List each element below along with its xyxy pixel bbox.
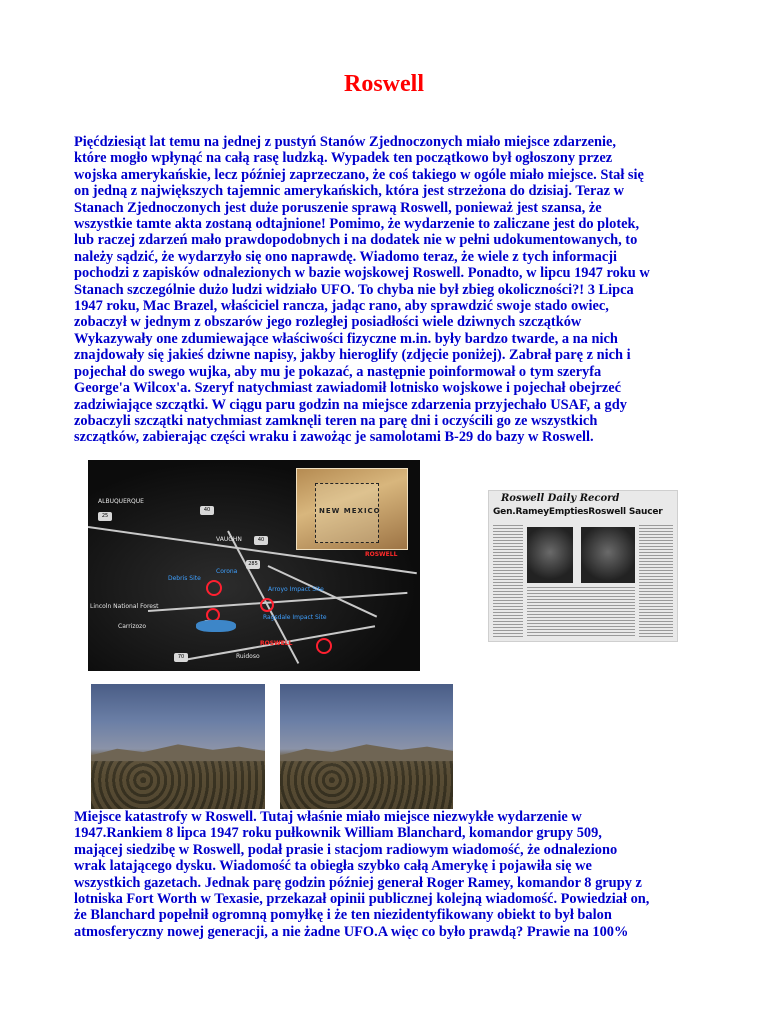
text-line: lub raczej zdarzeń mało prawdopodobnych i na dodatek nie w pełni udokumentowanych, to: [74, 232, 638, 249]
impact-marker: [316, 638, 332, 654]
map-label-arroyo-site: Arroyo Impact Site: [268, 586, 324, 593]
highway-shield: 40: [200, 506, 214, 515]
inset-roswell-label: ROSWELL: [365, 551, 398, 558]
text-line: atmosferyczny nowej generacji, a nie żadne UFO.A więc co było prawdą? Prawie na 100%: [74, 923, 629, 940]
text-line: zadziwiające szczątki. W ciągu paru godzin na miejsce zdarzenia przyjechało USAF, a gdy: [74, 396, 627, 413]
text-line: Miejsce katastrofy w Roswell. Tutaj właśnie miało miejsce niezwykłe wydarzenie w: [74, 809, 582, 825]
text-line: 1947 roku, Mac Brazel, właściciel rancza, jadąc rano, aby sprawdzić swoje stado owiec,: [74, 298, 609, 315]
text-line: 1947.Rankiem 8 lipca 1947 roku pułkownik William Blanchard, komandor grupy 509,: [74, 825, 602, 842]
highway-shield: 70: [174, 653, 188, 662]
text-line: lotniska Fort Worth w Texasie, przekazał opinii publicznej kolejną wiadomość. Powiedział on,: [74, 891, 650, 908]
text-line: Stanach szczególnie dużo ludzi widziało UFO. To chyba nie był zbieg okoliczności?! 3 Lipca: [74, 281, 634, 298]
map-label-albuquerque: ALBUQUERQUE: [98, 498, 144, 505]
text-line: które mogło wpłynąć na całą rasę ludzką. Wypadek ten początkowo był ogłoszony przez: [74, 150, 613, 167]
terrain-feature: [196, 620, 236, 632]
page-title: Roswell: [344, 71, 424, 97]
map-label-ruidoso: Ruidoso: [236, 653, 260, 660]
text-line: zobaczył w jednym z obszarów jego rozległej posiadłości wiele dziwnych szczątków: [74, 314, 582, 331]
newspaper-photo: [527, 527, 573, 583]
crash-site-photo: [91, 684, 265, 809]
crash-site-photo: [280, 684, 453, 809]
text-line: Pięćdziesiąt lat temu na jednej z pustyń Stanów Zjednoczonych miało miejsce zdarzenie,: [74, 134, 616, 150]
text-line: mającej siedzibę w Roswell, podał prasie i stacjom radiowym wiadomość, że odnaleziono: [74, 841, 618, 858]
map-label-debris-site: Debris Site: [168, 575, 201, 582]
inset-state-label: NEW MEXICO: [319, 507, 381, 515]
new-mexico-inset: [296, 468, 408, 558]
text-line: wszystkich gazetach. Jednak parę godzin później generał Roger Ramey, komandor 8 grupy z: [74, 874, 642, 891]
text-line: że Blanchard popełnił ogromną pomyłkę i że ten niezidentyfikowany obiekt to był balon: [74, 907, 612, 924]
highway-shield: 285: [246, 560, 260, 569]
highway-shield: 25: [98, 512, 112, 521]
text-line: Wykazywały one zdumiewające właściwości fizyczne m.in. były bardzo twarde, a na nich: [74, 330, 618, 347]
text-line: należy sądzić, że wydarzyło się ono naprawdę. Wiadomo teraz, że wiele z tych informacji: [74, 248, 618, 265]
text-line: zobaczyli szczątki natychmiast zamknęli teren na parę dni i oczyścili go ze wszystkich: [74, 412, 598, 429]
text-line: szczątków, zabierając części wraku i zawożąc je samolotami B-29 do bazy w Roswell.: [74, 429, 594, 446]
map-label-carrizozo: Carrizozo: [118, 623, 147, 630]
newspaper-headline: Gen.RameyEmptiesRoswell Saucer: [493, 507, 663, 517]
newspaper-photo: [581, 527, 635, 583]
map-label-roswell: ROSWELL: [260, 640, 293, 647]
text-line: wszystkie tamte akta zostaną odtajnione! Pomimo, że wydarzenie to zaliczane jest do plotek,: [74, 216, 640, 233]
text-line: znajdowały się jakieś dziwne napisy, jakby hieroglify (zdjęcie poniżej). Zabrał parę z nich i: [74, 347, 631, 364]
text-line: George'a Wilcox'a. Szeryf natychmiast zawiadomił lotnisko wojskowe i pojechał obejrzeć: [74, 380, 622, 397]
impact-marker: [206, 580, 222, 596]
text-line: pochodzi z zapisków odnalezionych w bazie wojskowej Roswell. Ponadto, w lipcu 1947 roku w: [74, 265, 650, 282]
text-line: wrak latającego dysku. Wiadomość ta obiegła szybko całą Amerykę i pojawiła się we: [74, 858, 592, 875]
highway-shield: 40: [254, 536, 268, 545]
text-line: Stanach Zjednoczonych jest duże poruszenie sprawą Roswell, ponieważ jest szansa, że: [74, 199, 602, 216]
map-label-ragsdale-site: Ragsdale Impact Site: [263, 614, 327, 621]
map-label-corona: Corona: [216, 568, 238, 575]
crash-site-paragraph: [74, 809, 704, 940]
map-label-lincoln-forest: Lincoln National Forest: [90, 603, 159, 610]
map-image: [88, 460, 420, 671]
map-label-vaughn: VAUGHN: [216, 536, 242, 543]
text-line: wojska amerykańskie, lecz później zaprzeczano, że coś takiego w ogóle miało miejsce. Stał się: [74, 166, 644, 183]
newspaper-image: [488, 490, 678, 642]
impact-marker: [260, 598, 274, 612]
text-line: on jedną z największych tajemnic amerykańskich, która jest strzeżona do dzisiaj. Teraz w: [74, 183, 624, 200]
intro-paragraph: [74, 134, 704, 446]
text-line: pojechał do swego wujka, aby mu je pokazać, a następnie poinformował o tym szeryfa: [74, 363, 602, 380]
newspaper-masthead: Roswell Daily Record: [501, 493, 620, 504]
